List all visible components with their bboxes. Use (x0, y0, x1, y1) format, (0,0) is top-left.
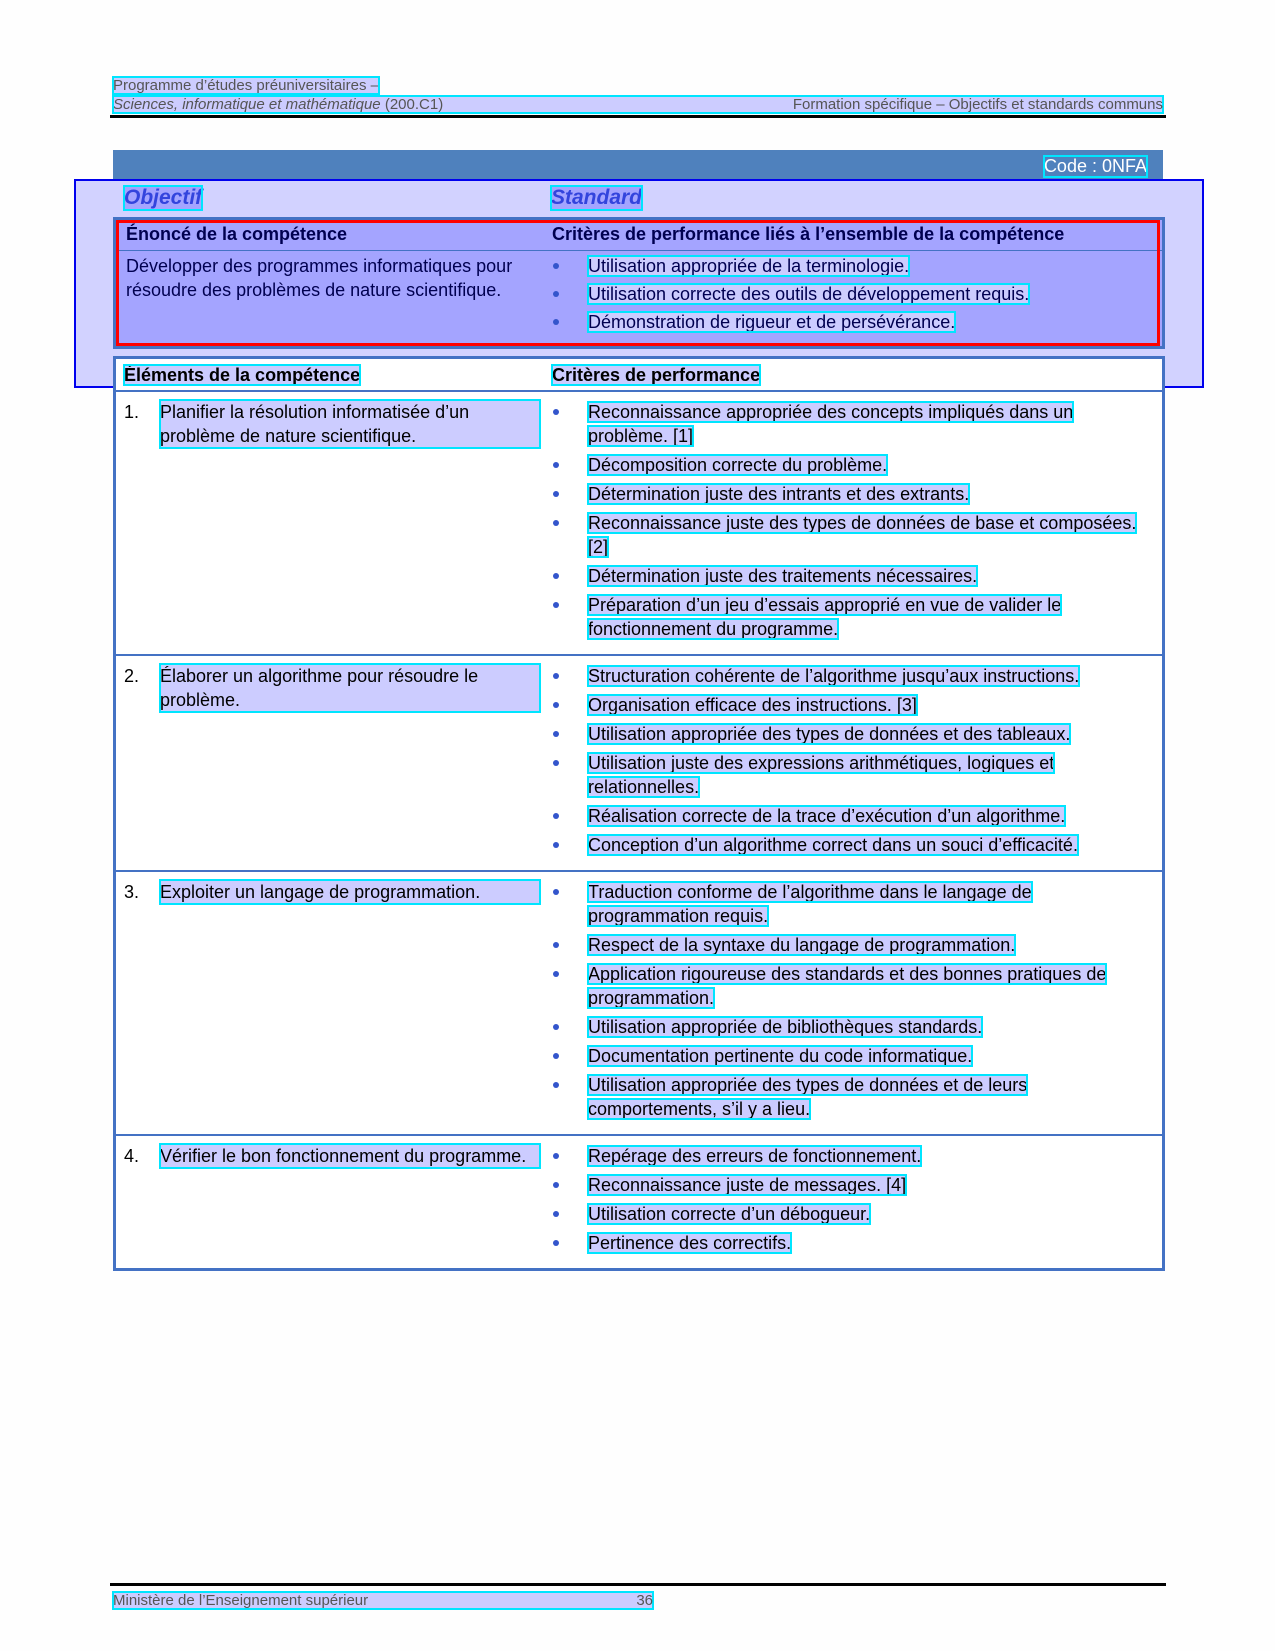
header-program-code: (200.C1) (380, 96, 444, 113)
bullet-icon (553, 1153, 559, 1159)
header-program-line: Programme d’études préuniversitaires – (113, 77, 379, 94)
criterion-item (552, 1044, 1152, 1068)
element-number: 1. (124, 402, 140, 422)
elements-heading: Éléments de la compétence (124, 365, 361, 385)
table-row (116, 390, 1162, 654)
criterion-text: Préparation d’un jeu d’essais approprié en vue de valider le fonctionnement du programme. (588, 595, 1062, 639)
criteria-heading: Critères de performance liés à l’ensemble de la compétence (552, 224, 1065, 244)
criterion-item (552, 962, 1152, 1010)
bullet-icon (553, 702, 559, 708)
criterion-item (552, 751, 1152, 799)
code-bar (113, 150, 1163, 180)
bullet-icon (553, 409, 559, 415)
criterion-text: Détermination juste des intrants et des extrants. (588, 484, 970, 504)
statement-text: Développer des programmes informatiques pour résoudre des problèmes de nature scientifique. (126, 256, 513, 300)
bullet-icon (553, 1053, 559, 1059)
criterion-item (552, 880, 1152, 928)
footer (113, 1592, 653, 1609)
bullet-icon (553, 1082, 559, 1088)
element-text: Planifier la résolution informatisée d’un problème de nature scientifique. (160, 400, 540, 448)
bullet-icon (553, 573, 559, 579)
element-text: Exploiter un langage de programmation. (160, 880, 540, 904)
footer-ministry: Ministère de l’Enseignement supérieur (113, 1592, 369, 1609)
bullet-icon (553, 1211, 559, 1217)
criterion-text: Utilisation correcte des outils de développement requis. (588, 284, 1030, 304)
criterion-item (552, 1173, 1152, 1197)
table-row (116, 1134, 1162, 1268)
bullet-icon (553, 520, 559, 526)
criterion-item (552, 833, 1152, 857)
criterion-item (552, 593, 1152, 641)
criterion-text: Respect de la syntaxe du langage de programmation. (588, 935, 1016, 955)
criterion-text: Pertinence des correctifs. (588, 1233, 792, 1253)
criterion-text: Organisation efficace des instructions. [3] (588, 695, 917, 715)
criterion-text: Traduction conforme de l’algorithme dans le langage de programmation requis. (588, 882, 1032, 926)
criterion-text: Reconnaissance juste de messages. [4] (588, 1175, 907, 1195)
page-number: 36 (636, 1592, 653, 1609)
criterion-item (552, 693, 1152, 717)
bullet-icon (553, 1182, 559, 1188)
bullet-icon (553, 673, 559, 679)
criterion-text: Documentation pertinente du code informatique. (588, 1046, 973, 1066)
bullet-icon (553, 462, 559, 468)
footer-rule (110, 1583, 1166, 1586)
criterion-item (552, 400, 1152, 448)
criterion-item (552, 1015, 1152, 1039)
bullet-icon (553, 1024, 559, 1030)
criterion-text: Reconnaissance juste des types de données de base et composées. [2] (588, 513, 1137, 557)
bullet-icon (553, 971, 559, 977)
criterion-text: Démonstration de rigueur et de persévérance. (588, 312, 956, 332)
criterion-text: Réalisation correcte de la trace d’exécution d’un algorithme. (588, 806, 1066, 826)
header-rule (110, 115, 1166, 118)
criterion-item (552, 1144, 1152, 1168)
criterion-text: Application rigoureuse des standards et des bonnes pratiques de programmation. (588, 964, 1107, 1008)
criterion-text: Repérage des erreurs de fonctionnement. (588, 1146, 922, 1166)
criterion-text: Utilisation appropriée des types de données et des tableaux. (588, 724, 1071, 744)
bullet-icon (553, 889, 559, 895)
criteria-heading: Critères de performance (552, 365, 761, 385)
competency-code: Code : 0NFA (1043, 156, 1147, 176)
criterion-text: Utilisation juste des expressions arithmétiques, logiques et relationnelles. (588, 753, 1055, 797)
criterion-item (552, 482, 1152, 506)
element-text: Vérifier le bon fonctionnement du programme. (160, 1144, 540, 1168)
criterion-item (552, 1073, 1152, 1121)
header-line2 (113, 96, 1163, 113)
bullet-icon (553, 813, 559, 819)
bullet-icon (553, 731, 559, 737)
criterion-item (552, 511, 1152, 559)
criterion-item (552, 933, 1152, 957)
bullet-icon (553, 491, 559, 497)
element-number: 4. (124, 1146, 140, 1166)
table-row (116, 654, 1162, 870)
header-section: Formation spécifique – Objectifs et standards communs (792, 96, 1163, 113)
objective-title: Objectif (124, 186, 203, 209)
element-text: Élaborer un algorithme pour résoudre le problème. (160, 664, 540, 712)
criterion-text: Utilisation appropriée des types de données et de leurs comportements, s’il y a lieu. (588, 1075, 1028, 1119)
standard-title: Standard (551, 186, 643, 209)
criterion-text: Décomposition correcte du problème. (588, 455, 888, 475)
table-header-row (116, 359, 1162, 390)
criterion-item (552, 1202, 1152, 1226)
criterion-item (552, 564, 1152, 588)
criterion-item (552, 722, 1152, 746)
criterion-text: Utilisation appropriée de la terminologie. (588, 256, 910, 276)
criterion-item (552, 664, 1152, 688)
criterion-item (552, 1231, 1152, 1255)
bullet-icon (553, 1240, 559, 1246)
bullet-icon (553, 602, 559, 608)
criterion-text: Reconnaissance appropriée des concepts impliqués dans un problème. [1] (588, 402, 1074, 446)
bullet-icon (553, 760, 559, 766)
highlight-region (116, 220, 1160, 346)
criterion-text: Conception d’un algorithme correct dans un souci d’efficacité. (588, 835, 1078, 855)
element-number: 2. (124, 666, 140, 686)
statement-heading: Énoncé de la compétence (126, 224, 348, 244)
elements-table (113, 356, 1165, 1271)
criterion-item (552, 453, 1152, 477)
criterion-item (552, 804, 1152, 828)
criterion-text: Détermination juste des traitements nécessaires. (588, 566, 978, 586)
criterion-text: Utilisation correcte d’un débogueur. (588, 1204, 871, 1224)
bullet-icon (553, 842, 559, 848)
element-number: 3. (124, 882, 140, 902)
bullet-icon (553, 942, 559, 948)
criterion-text: Structuration cohérente de l’algorithme jusqu’aux instructions. (588, 666, 1080, 686)
table-row (116, 870, 1162, 1134)
header-program-name: Sciences, informatique et mathématique (113, 96, 381, 113)
criterion-text: Utilisation appropriée de bibliothèques standards. (588, 1017, 983, 1037)
